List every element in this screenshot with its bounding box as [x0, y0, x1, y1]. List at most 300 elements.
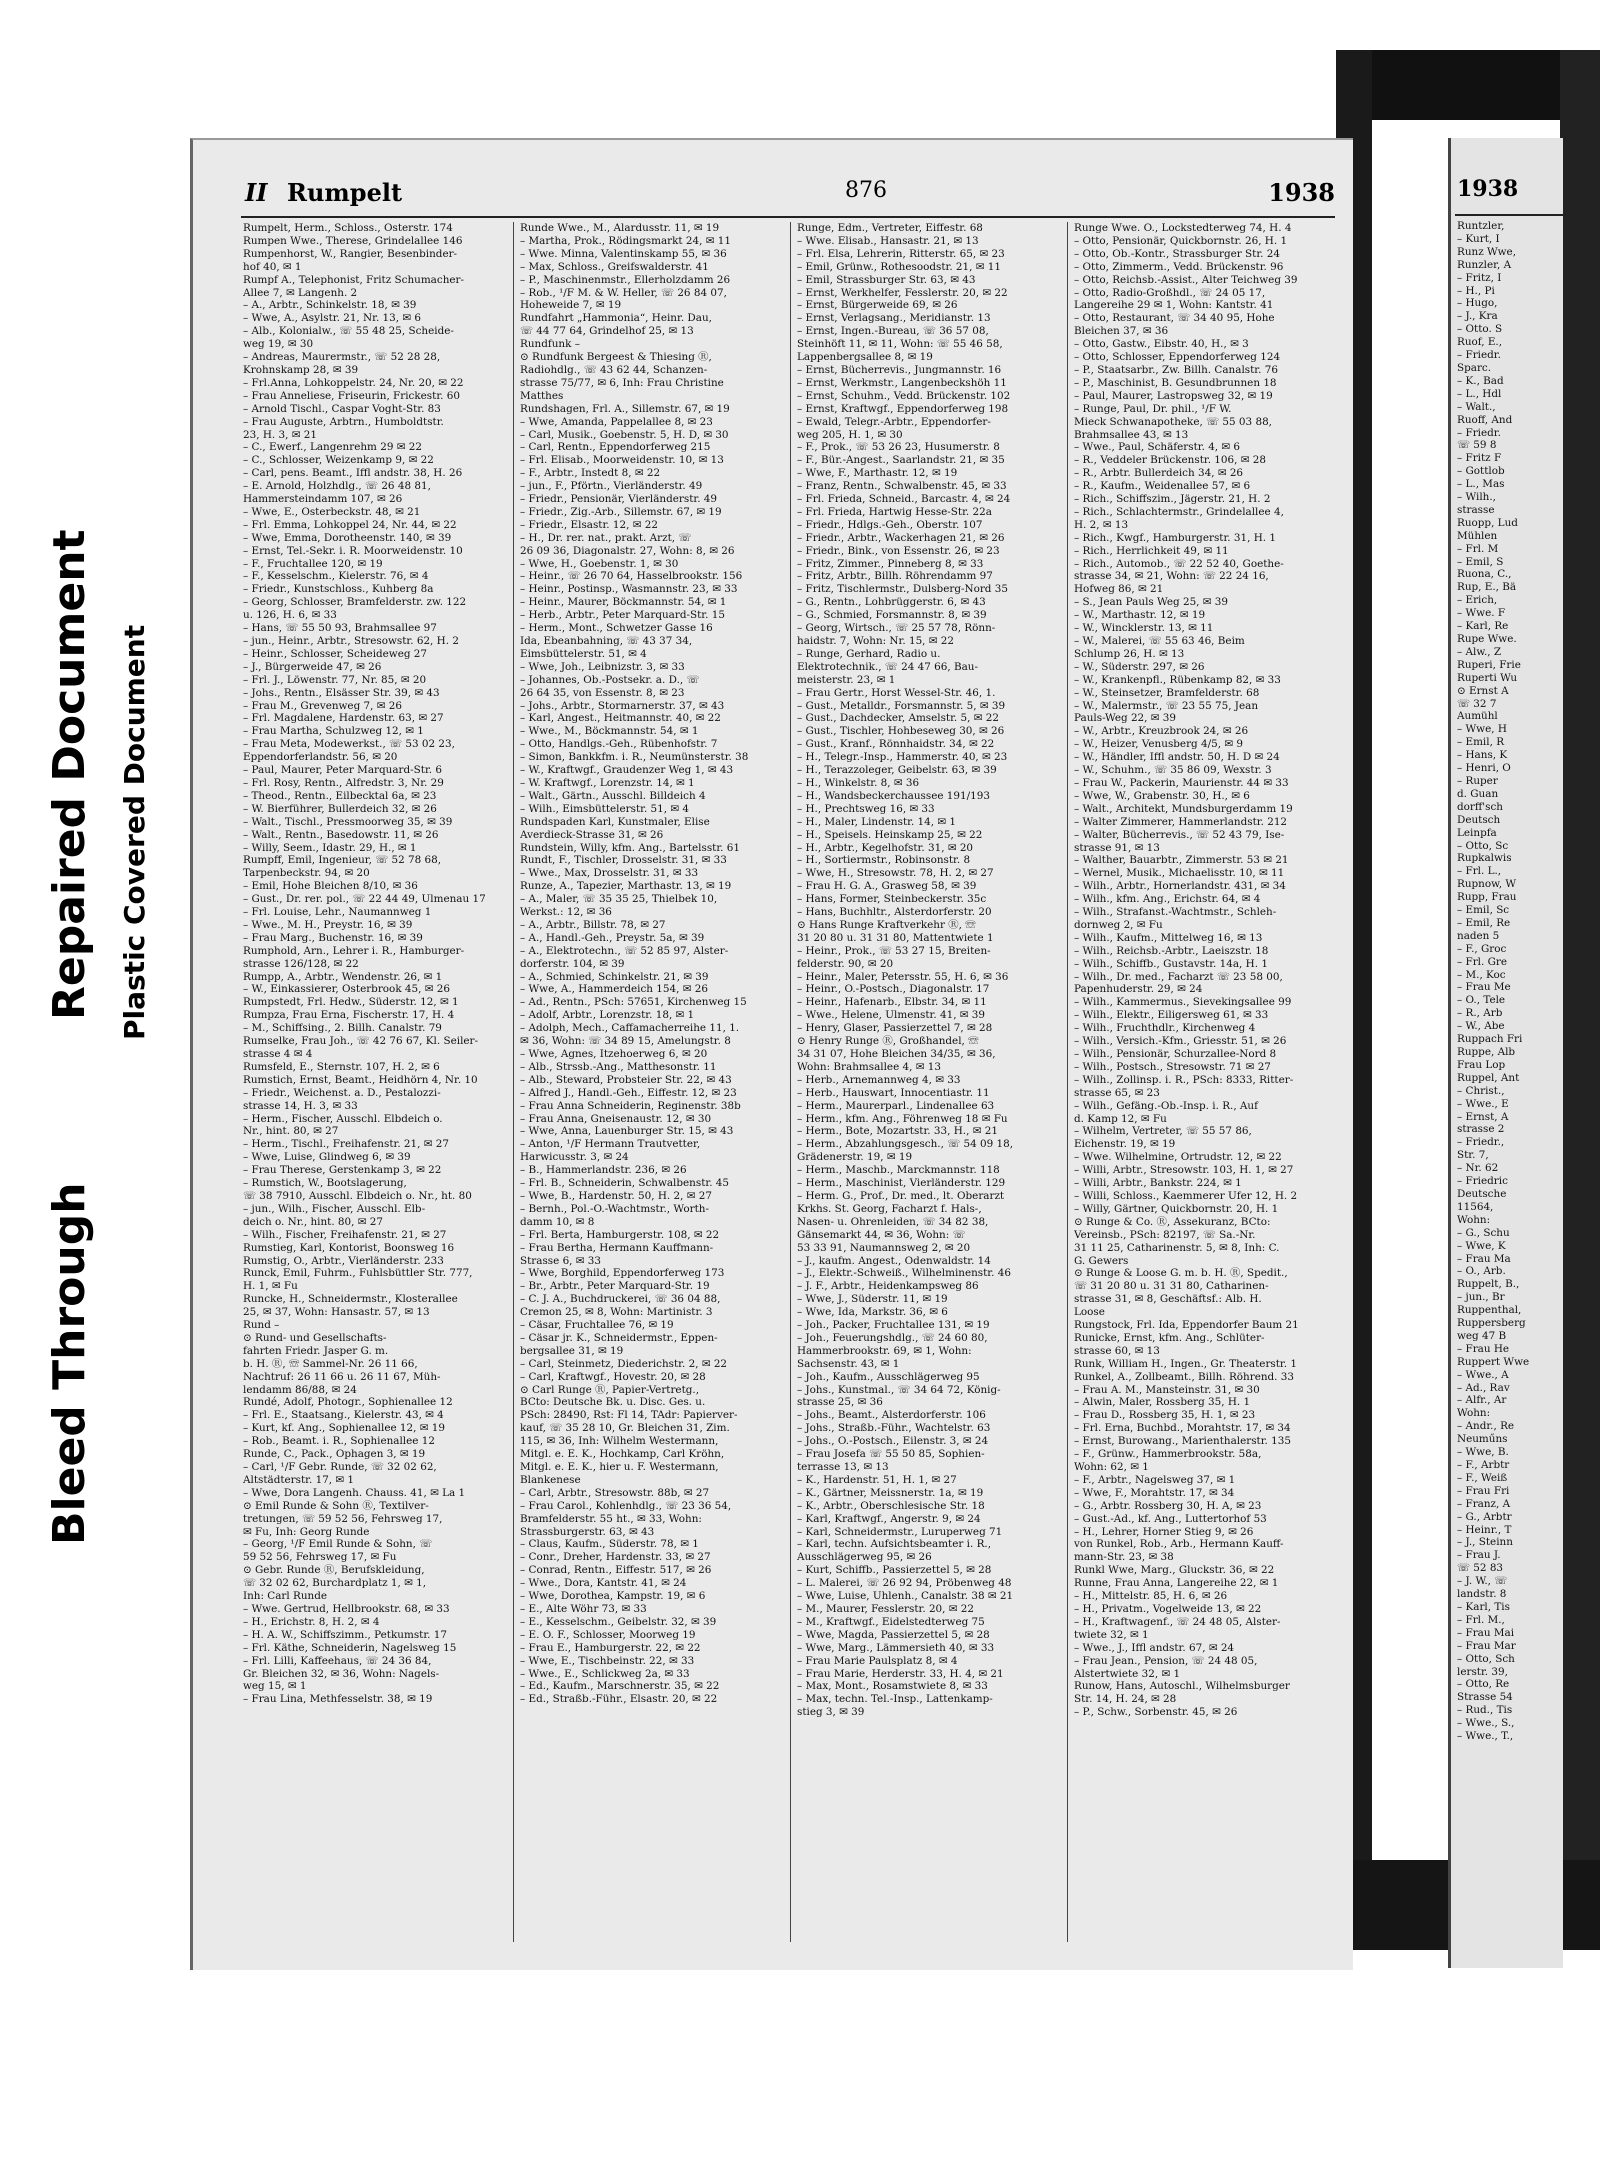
directory-entry: – Otto, Zimmerm., Vedd. Brückenstr. 96	[1074, 260, 1284, 273]
directory-entry: – Otto, Pensionär, Quickbornstr. 26, H. 1	[1074, 234, 1288, 247]
directory-entry: ☏ 31 20 80 u. 31 31 80, Catharinen-	[1074, 1280, 1269, 1293]
column-1	[243, 222, 506, 1942]
adjacent-entry: – Karl, Tis	[1457, 1600, 1510, 1613]
directory-entry: 115, ✉ 36, Inh: Wilhelm Westermann,	[520, 1435, 719, 1448]
directory-entry: – F., Arbtr., Instedt 8, ✉ 22	[520, 467, 661, 480]
adjacent-entry: – H., Pi	[1457, 284, 1495, 297]
directory-entry: – Rich., Kwgf., Hamburgerstr. 31, H. 1	[1074, 531, 1276, 544]
directory-entry: – J. F., Arbtr., Heidenkampsweg 86	[797, 1280, 979, 1293]
directory-entry: – Karl, Angest., Heitmannstr. 40, ✉ 22	[520, 712, 721, 725]
adjacent-header-rule	[1455, 214, 1563, 216]
directory-entry: – Br., Arbtr., Peter Marquard-Str. 19	[520, 1280, 710, 1293]
directory-entry: G. Gewers	[1074, 1254, 1129, 1267]
directory-entry: – Emil, Hohe Bleichen 8/10, ✉ 36	[243, 880, 418, 893]
adjacent-entry: – Walt.,	[1457, 400, 1496, 413]
directory-entry: – Frau Jean., Pension, ☏ 24 48 05,	[1074, 1654, 1258, 1667]
directory-entry: – Wwe, Ida, Markstr. 36, ✉ 6	[797, 1306, 948, 1319]
directory-entry: – Herm., Mont., Schwetzer Gasse 16	[520, 622, 713, 635]
directory-entry: – Theod., Rentn., Eilbecktal 6a, ✉ 23	[243, 789, 437, 802]
directory-entry: – Franz, Rentn., Schwalbenstr. 45, ✉ 33	[797, 480, 1007, 493]
directory-entry: – Herm., Maschinist, Vierländerstr. 129	[797, 1177, 1006, 1190]
directory-entry: – Karl, techn. Aufsichtsbeamter i. R.,	[797, 1538, 992, 1551]
adjacent-entry: – Franz, A	[1457, 1497, 1511, 1510]
directory-entry: – Joh., Feuerungshdlg., ☏ 24 60 80,	[797, 1331, 988, 1344]
directory-entry: Mitgl. e. E. K., Hochkamp, Carl Kröhn,	[520, 1448, 725, 1461]
adjacent-entry: – Hans, K	[1457, 749, 1508, 762]
adjacent-entry: – Fritz, I	[1457, 271, 1502, 284]
directory-entry: – Claus, Kaufm., Süderstr. 78, ✉ 1	[520, 1538, 699, 1551]
directory-entry: – Friedr., Hdlgs.-Geh., Oberstr. 107	[797, 518, 983, 531]
directory-entry: hof 40, ✉ 1	[243, 260, 302, 273]
directory-entry: – Otto, Schlosser, Eppendorferweg 124	[1074, 351, 1281, 364]
directory-entry: – Wwe. Wilhelmine, Ortrudstr. 12, ✉ 22	[1074, 1151, 1282, 1164]
directory-entry: – Heinr., Schlosser, Scheideweg 27	[243, 647, 428, 660]
directory-entry: Runk, William H., Ingen., Gr. Theaterstr. 1	[1074, 1357, 1297, 1370]
adjacent-entry: – Hugo,	[1457, 297, 1498, 310]
directory-entry: – Rumstich, W., Bootslagerung,	[243, 1177, 407, 1190]
directory-entry: – Willy, Seem., Idastr. 29, H., ✉ 1	[243, 841, 417, 854]
adjacent-entry: – J., Steinn	[1457, 1536, 1513, 1549]
directory-entry: – Wilh., Schiffb., Gustavstr. 14a, H. 1	[1074, 957, 1268, 970]
adjacent-entry: – Emil, Sc	[1457, 904, 1510, 917]
directory-entry: damm 10, ✉ 8	[520, 1215, 595, 1228]
directory-entry: – Carl, ¹/F Gebr. Runde, ☏ 32 02 62,	[243, 1461, 437, 1473]
directory-entry: – jun., Heinr., Arbtr., Stresowstr. 62, H. 2	[243, 635, 459, 647]
directory-entry: – Wwe, H., Stresowstr. 78, H. 2, ✉ 27	[797, 867, 994, 880]
directory-entry: Papenhuderstr. 29, ✉ 24	[1074, 983, 1203, 996]
directory-entry: – jun., F., Pförtn., Vierländerstr. 49	[520, 480, 703, 493]
directory-entry: – Wwe, W., Grabenstr. 30, H., ✉ 6	[1074, 789, 1250, 802]
directory-entry: – Wwe, A., Hammerdeich 154, ✉ 26	[520, 983, 708, 996]
adjacent-entry: – Friedr.	[1457, 426, 1501, 439]
directory-entry: – Kurt, Schiffb., Passierzettel 5, ✉ 28	[797, 1564, 992, 1577]
directory-entry: twiete 32, ✉ 1	[1074, 1628, 1149, 1641]
adjacent-entry: – Otto, Re	[1457, 1678, 1510, 1691]
adjacent-entry: – J., Kra	[1457, 310, 1498, 323]
directory-entry: – Wilh., Reichsb.-Arbtr., Laeiszstr. 18	[1074, 944, 1269, 957]
directory-entry: – Rich., Schlachtermstr., Grindelallee 4,	[1074, 505, 1284, 518]
directory-entry: Runcke, H., Schneidermstr., Klosterallee	[243, 1293, 458, 1306]
directory-entry: Steinhöft 11, ✉ 11, Wohn: ☏ 55 46 58,	[797, 338, 1003, 351]
adjacent-page-year: 1938	[1457, 176, 1519, 202]
adjacent-entry: – Erich,	[1457, 594, 1498, 607]
directory-entry: – F., Grünw., Hammerbrookstr. 58a,	[1074, 1448, 1262, 1461]
directory-entry: – Wilh., Gefäng.-Ob.-Insp. i. R., Auf	[1074, 1099, 1258, 1112]
directory-entry: – Friedr., Zig.-Arb., Sillemstr. 67, ✉ 19	[520, 505, 722, 518]
directory-entry: – Frau H. G. A., Grasweg 58, ✉ 39	[797, 880, 977, 893]
directory-entry: 59 52 56, Fehrsweg 17, ✉ Fu	[243, 1551, 397, 1564]
directory-entry: ☏ 38 7910, Ausschl. Elbdeich o. Nr., ht. 80	[243, 1189, 472, 1202]
adjacent-entry: – Alw., Z	[1457, 645, 1502, 658]
adjacent-entry: – R., Arb	[1457, 1007, 1503, 1020]
directory-page	[190, 138, 1353, 1970]
directory-entry: – H., Wandsbeckerchaussee 191/193	[797, 789, 990, 802]
directory-entry: – Karl, Schneidermstr., Luruperweg 71	[797, 1525, 1003, 1538]
directory-entry: – Walter Zimmerer, Hammerlandstr. 212	[1074, 815, 1288, 828]
directory-entry: stieg 3, ✉ 39	[797, 1706, 865, 1719]
directory-entry: Ausschlägerweg 95, ✉ 26	[797, 1551, 932, 1564]
directory-entry: ⊙ Rundfunk Bergeest & Thiesing Ⓡ,	[520, 351, 712, 364]
header-rule	[241, 216, 1335, 218]
adjacent-entry: Deutsche	[1457, 1187, 1507, 1200]
directory-entry: Rundt, F., Tischler, Drosselstr. 31, ✉ 33	[520, 854, 727, 867]
directory-entry: haidstr. 7, Wohn: Nr. 15, ✉ 22	[797, 635, 955, 647]
directory-entry: – Johs., Beamt., Alsterdorferstr. 106	[797, 1409, 986, 1422]
directory-entry: – Frl. Lilli, Kaffeehaus, ☏ 24 36 84,	[243, 1654, 432, 1667]
directory-entry: b. H. Ⓡ, ☏ Sammel-Nr. 26 11 66,	[243, 1357, 418, 1370]
directory-entry: – Frl. Elisab., Moorweidenstr. 10, ✉ 13	[520, 454, 724, 467]
directory-entry: – A., Elektrotechn., ☏ 52 85 97, Alster-	[520, 944, 729, 957]
adjacent-entry: – Emil, S	[1457, 555, 1504, 568]
directory-entry: Rumpelt, Herm., Schloss., Osterstr. 174	[243, 222, 453, 234]
directory-entry: – Walter, Bücherrevis., ☏ 52 43 79, Ise-	[1074, 828, 1285, 841]
directory-entry: – L. Malerei, ☏ 26 92 94, Pröbenweg 48	[797, 1577, 1012, 1590]
directory-entry: strasse 4 ✉ 4	[243, 1048, 313, 1060]
directory-entry: – Walt., Architekt, Mundsburgerdamm 19	[1074, 802, 1293, 815]
directory-entry: – Bernh., Pol.-O.-Wachtmstr., Worth-	[520, 1202, 709, 1215]
directory-entry: – G., Schmied, Forsmannstr. 8, ✉ 39	[797, 609, 987, 622]
column-divider	[513, 222, 514, 1942]
directory-entry: Rundstein, Willy, kfm. Ang., Bartelsstr. 61	[520, 841, 740, 854]
directory-entry: – F., Prok., ☏ 53 26 23, Husumerstr. 8	[797, 441, 1000, 454]
directory-entry: – Arnold Tischl., Caspar Voght-Str. 83	[243, 402, 441, 415]
directory-entry: – Wwe, E., Osterbeckstr. 48, ✉ 21	[243, 505, 421, 518]
adjacent-entry: Sparc.	[1457, 361, 1492, 374]
directory-entry: – F., Arbtr., Nagelsweg 37, ✉ 1	[1074, 1473, 1236, 1486]
directory-entry: ⊙ Runge & Loose G. m. b. H. Ⓡ, Spedit.,	[1074, 1267, 1288, 1280]
directory-entry: ⊙ Gebr. Runde Ⓡ, Berufskleidung,	[243, 1564, 425, 1577]
directory-entry: – W. Kraftwgf., Lorenzstr. 14, ✉ 1	[520, 776, 695, 789]
directory-entry: – Frau E., Hamburgerstr. 22, ✉ 22	[520, 1641, 701, 1654]
directory-entry: – J., Elektr.-Schweiß., Wilhelminenstr. 46	[797, 1267, 1011, 1280]
directory-entry: – Hans, Buchhltr., Alsterdorferstr. 20	[797, 906, 992, 919]
directory-entry: – Frau Josefa ☏ 55 50 85, Sophien-	[797, 1448, 985, 1461]
directory-entry: – Johs., Arbtr., Stormarnerstr. 37, ✉ 43	[520, 699, 725, 712]
directory-entry: Gr. Bleichen 32, ✉ 36, Wohn: Nagels-	[243, 1667, 440, 1680]
adjacent-page-edge	[1448, 138, 1563, 1968]
adjacent-entry: – Frau Me	[1457, 981, 1511, 994]
adjacent-entry: – Friedric	[1457, 1175, 1508, 1188]
directory-entry: – Frau Anneliese, Friseurin, Frickestr. 60	[243, 389, 460, 402]
directory-entry: Schlump 26, H. ✉ 13	[1074, 647, 1185, 660]
column-2	[520, 222, 783, 1942]
adjacent-entry: Deutsch	[1457, 813, 1501, 826]
directory-entry: – Anton, ¹/F Hermann Trautvetter,	[520, 1138, 701, 1151]
adjacent-entry: – W., Abe	[1457, 1020, 1505, 1033]
directory-entry: – Emil, Strassburger Str. 63, ✉ 43	[797, 273, 976, 286]
directory-entry: – Wwe., M. H., Preystr. 16, ✉ 39	[243, 918, 413, 931]
adjacent-entry: Rup, E., Bä	[1457, 581, 1517, 594]
adjacent-entry: – Frau Mai	[1457, 1626, 1515, 1639]
directory-entry: – Rob., ¹/F M. & W. Heller, ☏ 26 84 07,	[520, 286, 727, 299]
directory-entry: strasse 60, ✉ 13	[1074, 1344, 1160, 1357]
directory-entry: – Wwe, E., Tischbeinstr. 22, ✉ 33	[520, 1654, 695, 1667]
directory-entry: – Paul, Maurer, Lastropsweg 32, ✉ 19	[1074, 389, 1273, 402]
directory-entry: – Wwe, Joh., Leibnizstr. 3, ✉ 33	[520, 660, 685, 673]
directory-entry: – W., Marthastr. 12, ✉ 19	[1074, 609, 1206, 622]
directory-entry: – Alfred J., Handl.-Geh., Eiffestr. 12, ✉ 23	[520, 1086, 737, 1099]
directory-entry: – Wwe, F., Marthastr. 12, ✉ 19	[797, 467, 958, 480]
directory-entry: – Wwe., Helene, Ulmenstr. 41, ✉ 39	[797, 1009, 986, 1022]
adjacent-entry: Strasse 54	[1457, 1691, 1513, 1704]
adjacent-entry: – Kurt, I	[1457, 232, 1500, 245]
directory-entry: – Wwe. Minna, Valentinskamp 55, ✉ 36	[520, 247, 727, 260]
adjacent-entry: Rupe Wwe.	[1457, 633, 1517, 645]
directory-entry: terrasse 13, ✉ 13	[797, 1461, 889, 1473]
directory-entry: Str. 14, H. 24, ✉ 28	[1074, 1693, 1177, 1706]
directory-entry: – Otto, Restaurant, ☏ 34 40 95, Hohe	[1074, 312, 1275, 325]
directory-entry: – Frl.Anna, Lohkoppelstr. 24, Nr. 20, ✉ 22	[243, 376, 464, 389]
directory-entry: – Carl, Kraftwgf., Hovestr. 20, ✉ 28	[520, 1370, 706, 1383]
directory-entry: – Friedr., Kunstschloss., Kuhberg 8a	[243, 583, 434, 596]
directory-entry: Mitgl. e. E. K., hier u. F. Westermann,	[520, 1461, 719, 1473]
column-divider	[1067, 222, 1068, 1942]
directory-entry: – Wilh., Kammermus., Sievekingsallee 99	[1074, 996, 1292, 1009]
adjacent-entry: – Fritz F	[1457, 452, 1502, 465]
adjacent-entry: – Frau Fri	[1457, 1484, 1510, 1497]
directory-entry: Krohnskamp 28, ✉ 39	[243, 363, 359, 376]
adjacent-entry: Ruppenthal,	[1457, 1304, 1522, 1317]
directory-entry: – Herm., Abzahlungsgesch., ☏ 54 09 18,	[797, 1138, 1014, 1151]
directory-entry: – Wwe. Gertrud, Hellbrookstr. 68, ✉ 33	[243, 1602, 450, 1615]
directory-entry: Wohn: 62, ✉ 1	[1074, 1461, 1149, 1473]
directory-entry: Ida, Ebeanbahning, ☏ 43 37 34,	[520, 635, 693, 647]
directory-entry: deich o. Nr., hint. 80, ✉ 27	[243, 1215, 383, 1228]
directory-entry: weg 15, ✉ 1	[243, 1680, 307, 1693]
directory-entry: strasse 75/77, ✉ 6, Inh: Frau Christine	[520, 376, 724, 389]
directory-entry: – Wilh., Versich.-Kfm., Griesstr. 51, ✉ 26	[1074, 1035, 1287, 1048]
adjacent-entry: – Friedr.,	[1457, 1136, 1505, 1149]
directory-entry: – E., Alte Wöhr 73, ✉ 33	[520, 1602, 647, 1615]
directory-entry: Vereinsb., PSch: 82197, ☏ Sa.-Nr.	[1074, 1228, 1256, 1241]
directory-entry: – Johs., Rentn., Elsässer Str. 39, ✉ 43	[243, 686, 440, 699]
adjacent-entry: Aumühl	[1457, 710, 1498, 723]
adjacent-entry: – Wwe., A	[1457, 1368, 1509, 1381]
adjacent-entry: – Frau J.	[1457, 1549, 1501, 1562]
directory-entry: – Wilh., Kaufm., Mittelweg 16, ✉ 13	[1074, 931, 1263, 944]
adjacent-entry: – L., Hdl	[1457, 387, 1502, 400]
directory-entry: – Ewald, Telegr.-Arbtr., Eppendorfer-	[797, 415, 991, 428]
directory-entry: – J., Bürgerweide 47, ✉ 26	[243, 660, 382, 673]
directory-entry: – Wwe, Anna, Lauenburger Str. 15, ✉ 43	[520, 1125, 734, 1138]
directory-entry: Lappenbergsallee 8, ✉ 19	[797, 351, 933, 364]
directory-entry: Runicke, Ernst, kfm. Ang., Schlüter-	[1074, 1331, 1265, 1344]
directory-entry: – Frl. J., Löwenstr. 77, Nr. 85, ✉ 20	[243, 673, 427, 686]
directory-entry: Rundé, Adolf, Photogr., Sophienallee 12	[243, 1396, 453, 1409]
directory-entry: Runde Wwe., M., Alardusstr. 11, ✉ 19	[520, 222, 720, 234]
adjacent-entry: Frau Lop	[1457, 1058, 1506, 1071]
directory-entry: – Fritz, Tischlermstr., Dulsberg-Nord 35	[797, 583, 1008, 596]
directory-entry: Gänsemarkt 44, ✉ 36, Wohn: ☏	[797, 1228, 966, 1241]
directory-entry: – H., Erichstr. 8, H. 2, ✉ 4	[243, 1615, 380, 1628]
directory-entry: – Wilh., Zollinsp. i. R., PSch: 8333, Ritter-	[1074, 1073, 1294, 1086]
directory-entry: – Wwe, H., Goebenstr. 1, ✉ 30	[520, 557, 679, 570]
adjacent-entry: Ruperi, Frie	[1457, 658, 1521, 671]
directory-entry: – Heinr., Hafenarb., Elbstr. 34, ✉ 11	[797, 996, 987, 1009]
directory-entry: – Ernst, Tel.-Sekr. i. R. Moorweidenstr. 10	[243, 544, 463, 557]
directory-entry: – H., Terazzoleger, Geibelstr. 63, ✉ 39	[797, 764, 997, 777]
directory-entry: Eppendorferlandstr. 56, ✉ 20	[243, 751, 398, 764]
adjacent-entry: – J. W., ☏	[1457, 1575, 1508, 1588]
directory-entry: Runkel, A., Zollbeamt., Billh. Röhrend. 33	[1074, 1370, 1295, 1383]
adjacent-entry: – F., Arbtr	[1457, 1459, 1510, 1471]
directory-entry: – K., Gärtner, Meissnerstr. 1a, ✉ 19	[797, 1486, 984, 1499]
directory-entry: Rumphold, Arn., Lehrer i. R., Hamburger-	[243, 944, 465, 957]
directory-entry: – H., Speisels. Heinskamp 25, ✉ 22	[797, 828, 983, 841]
adjacent-entry: Neuműns	[1457, 1433, 1508, 1446]
directory-entry: strasse 34, ✉ 21, Wohn: ☏ 22 24 16,	[1074, 570, 1269, 583]
directory-entry: – Frau Marie Paulsplatz 8, ✉ 4	[797, 1654, 958, 1667]
directory-entry: – Max, techn. Tel.-Insp., Lattenkamp-	[797, 1693, 993, 1706]
directory-entry: – Henry, Glaser, Passierzettel 7, ✉ 28	[797, 1022, 993, 1035]
directory-entry: – Andreas, Maurermstr., ☏ 52 28 28,	[243, 351, 441, 364]
adjacent-entry: d. Guan	[1457, 787, 1499, 800]
directory-entry: – Herm. G., Prof., Dr. med., lt. Oberarzt	[797, 1189, 1005, 1202]
directory-entry: PSch: 28490, Rst: Fl 14, TAdr: Papierver-	[520, 1409, 738, 1422]
directory-entry: ⊙ Rund- und Gesellschafts-	[243, 1331, 387, 1344]
directory-entry: Rundspaden Karl, Kunstmaler, Elise	[520, 815, 710, 828]
adjacent-entry: Ruperti Wu	[1457, 671, 1518, 684]
directory-entry: – Adolph, Mech., Caffamacherreihe 11, 1.	[520, 1022, 740, 1035]
directory-entry: – J., kaufm. Angest., Odenwaldstr. 14	[797, 1254, 991, 1267]
directory-entry: – E. Arnold, Holzhdlg., ☏ 26 48 81,	[243, 480, 431, 493]
directory-entry: – Karl, Kraftwgf., Angerstr. 9, ✉ 24	[797, 1512, 981, 1525]
directory-entry: – Willi, Schloss., Kaemmerer Ufer 12, H. 2	[1074, 1189, 1298, 1202]
directory-entry: Rumpff, Emil, Ingenieur, ☏ 52 78 68,	[243, 854, 442, 867]
directory-entry: – P., Maschinenmstr., Ellerholzdamm 26	[520, 273, 731, 286]
directory-entry: – S., Jean Pauls Weg 25, ✉ 39	[1074, 596, 1229, 609]
directory-entry: – Friedr., Elsastr. 12, ✉ 22	[520, 518, 658, 531]
directory-entry: Alstertwiete 32, ✉ 1	[1074, 1667, 1181, 1680]
directory-entry: – Carl, Steinmetz, Diederichstr. 2, ✉ 22	[520, 1357, 728, 1370]
directory-entry: – Frau D., Rossberg 35, H. 1, ✉ 23	[1074, 1409, 1256, 1422]
directory-entry: – Friedr., Bink., von Essenstr. 26, ✉ 23	[797, 544, 1000, 557]
directory-entry: fahrten Friedr. Jasper G. m.	[243, 1344, 389, 1357]
directory-entry: – A., Schmied, Schinkelstr. 21, ✉ 39	[520, 970, 709, 983]
directory-entry: – Frl. Berta, Hamburgerstr. 108, ✉ 22	[520, 1228, 720, 1241]
directory-entry: – Wwe, Luise, Uhlenh., Canalstr. 38 ✉ 21	[797, 1590, 1014, 1603]
directory-entry: – E. O. F., Schlosser, Moorweg 19	[520, 1628, 696, 1641]
repaired-document-label: Repaired Document	[44, 529, 95, 1020]
directory-entry: tretungen, ☏ 59 52 56, Fehrsweg 17,	[243, 1512, 443, 1525]
directory-entry: – H., Prechtsweg 16, ✉ 33	[797, 802, 935, 815]
directory-entry: dorferstr. 104, ✉ 39	[520, 957, 625, 970]
directory-entry: – Willi, Arbtr., Stresowstr. 103, H. 1, ✉ 27	[1074, 1164, 1294, 1177]
directory-entry: – Adolf, Arbtr., Lorenzstr. 18, ✉ 1	[520, 1009, 695, 1022]
directory-entry: Elektrotechnik., ☏ 24 47 66, Bau-	[797, 660, 979, 673]
adjacent-entry: – L., Mas	[1457, 478, 1505, 491]
directory-entry: – Frl. Emma, Lohkoppel 24, Nr. 44, ✉ 22	[243, 518, 457, 531]
adjacent-entry: – Ruper	[1457, 774, 1498, 787]
directory-entry: Loose	[1074, 1306, 1105, 1319]
directory-entry: – K., Hardenstr. 51, H. 1, ✉ 27	[797, 1473, 957, 1486]
adjacent-entry: – Ad., Rav	[1457, 1381, 1510, 1394]
adjacent-entry: – Henri, O	[1457, 762, 1511, 775]
directory-entry: – A., Maler, ☏ 35 35 25, Thielbek 10,	[520, 893, 718, 906]
directory-entry: Runge, Edm., Vertreter, Eiffestr. 68	[797, 222, 983, 234]
directory-entry: – Gust.-Ad., kf. Ang., Luttertorhof 53	[1074, 1512, 1267, 1525]
directory-entry: Brahmsallee 43, ✉ 13	[1074, 428, 1189, 441]
directory-entry: – Wwe, Dorothea, Kampstr. 19, ✉ 6	[520, 1590, 706, 1603]
directory-entry: meisterstr. 23, ✉ 1	[797, 673, 896, 686]
directory-entry: – Georg, ¹/F Emil Runde & Sohn, ☏	[243, 1538, 433, 1551]
directory-entry: Rundfunk –	[520, 338, 580, 351]
directory-entry: Rungstock, Frl. Ida, Eppendorfer Baum 21	[1074, 1319, 1299, 1332]
directory-entry: strasse 14, H. 3, ✉ 33	[243, 1099, 358, 1112]
directory-entry: – Wilh., Postsch., Stresowstr. 71 ✉ 27	[1074, 1060, 1271, 1073]
directory-entry: – Ernst, Burowang., Marienthalerstr. 135	[1074, 1435, 1291, 1448]
directory-entry: – H., Mittelstr. 85, H. 6, ✉ 26	[1074, 1590, 1228, 1603]
directory-entry: strasse 31, ✉ 8, Geschäftsf.: Alb. H.	[1074, 1293, 1262, 1306]
adjacent-entry: – jun., Br	[1457, 1291, 1505, 1304]
directory-entry: – Wwe. Elisab., Hansastr. 21, ✉ 13	[797, 234, 979, 247]
directory-entry: – Herb., Arbtr., Peter Marquard-Str. 15	[520, 609, 725, 622]
adjacent-entry: Ruppe, Alb	[1457, 1046, 1516, 1058]
directory-entry: – Heinr., Prok., ☏ 53 27 15, Breiten-	[797, 944, 991, 957]
directory-entry: Allee 7, ✉ Langenh. 2	[243, 286, 358, 299]
directory-entry: – Heinr., ☏ 26 70 64, Hasselbrookstr. 156	[520, 570, 743, 583]
directory-entry: – Frau Bertha, Hermann Kauffmann-	[520, 1241, 714, 1254]
directory-entry: strasse 65, ✉ 23	[1074, 1086, 1160, 1099]
directory-entry: Tarpenbeckstr. 94, ✉ 20	[243, 867, 370, 880]
directory-entry: – W., Einkassierer, Osterbrook 45, ✉ 26	[243, 983, 450, 996]
directory-entry: Rund –	[243, 1319, 280, 1332]
directory-entry: – Otto, Reichsb.-Assist., Alter Teichweg 39	[1074, 273, 1298, 286]
directory-entry: – M., Kraftwgf., Eidelstedterweg 75	[797, 1615, 985, 1628]
adjacent-entry: – Wwe, H	[1457, 723, 1507, 736]
directory-entry: – Max, Mont., Rosamstwiete 8, ✉ 33	[797, 1680, 988, 1693]
directory-entry: – Ernst, Ingen.-Bureau, ☏ 36 57 08,	[797, 325, 989, 338]
adjacent-entry: ☏ 52 83	[1457, 1562, 1504, 1575]
directory-entry: Bramfelderstr. 55 ht., ✉ 33, Wohn:	[520, 1512, 702, 1525]
directory-entry: – W., Heizer, Venusberg 4/5, ✉ 9	[1074, 738, 1243, 751]
directory-entry: Rumstig, O., Arbtr., Vierländerstr. 233	[243, 1254, 444, 1267]
directory-entry: – H. A. W., Schiffszimm., Petkumstr. 17	[243, 1628, 447, 1641]
directory-entry: Cremon 25, ✉ 8, Wohn: Martinistr. 3	[520, 1306, 713, 1319]
directory-entry: ☏ 44 77 64, Grindelhof 25, ✉ 13	[520, 325, 694, 338]
directory-entry: – Wilh., Arbtr., Hornerlandstr. 431, ✉ 34	[1074, 880, 1286, 893]
adjacent-entry: Runtzler,	[1457, 220, 1505, 232]
directory-entry: – Frl. Frieda, Schneid., Barcastr. 4, ✉ 24	[797, 493, 1011, 506]
directory-entry: – jun., Wilh., Fischer, Ausschl. Elb-	[243, 1202, 426, 1215]
directory-entry: – Friedr., Arbtr., Wackerhagen 21, ✉ 26	[797, 531, 1005, 544]
directory-entry: – Frau Therese, Gerstenkamp 3, ✉ 22	[243, 1164, 442, 1177]
directory-entry: – A., Arbtr., Billstr. 78, ✉ 27	[520, 918, 666, 931]
directory-entry: Rundshagen, Frl. A., Sillemstr. 67, ✉ 19	[520, 402, 730, 415]
directory-entry: Wohn: Brahmsallee 4, ✉ 13	[797, 1060, 941, 1073]
directory-entry: – Walt., Rentn., Basedowstr. 11, ✉ 26	[243, 828, 439, 841]
directory-entry: – Heinr., Maler, Petersstr. 55, H. 6, ✉ 36	[797, 970, 1009, 983]
directory-entry: – Ernst, Bürgerweide 69, ✉ 26	[797, 299, 958, 312]
directory-entry: – Ernst, Schuhm., Vedd. Brückenstr. 102	[797, 389, 1011, 402]
directory-entry: strasse 91, ✉ 13	[1074, 841, 1160, 854]
directory-entry: – Wwe, Luise, Glindweg 6, ✉ 39	[243, 1151, 411, 1164]
directory-entry: – Wwe, J., Süderstr. 11, ✉ 19	[797, 1293, 948, 1306]
header-guide-word: Rumpelt	[287, 178, 403, 207]
adjacent-entry: – Wwe., T.,	[1457, 1730, 1514, 1743]
directory-entry: – Frau Anna Schneiderin, Reginenstr. 38b	[520, 1099, 741, 1112]
directory-entry: – G., Rentn., Lohbrüggerstr. 6, ✉ 43	[797, 596, 986, 609]
adjacent-entry: ☏ 59 8	[1457, 439, 1497, 452]
adjacent-entry: – Heinr., T	[1457, 1523, 1512, 1536]
directory-entry: – H., Winkelstr. 8, ✉ 36	[797, 776, 920, 789]
directory-entry: – Frau Anna, Gneisenaustr. 12, ✉ 30	[520, 1112, 712, 1125]
directory-entry: – Frau Martha, Schulzweg 12, ✉ 1	[243, 725, 424, 738]
directory-entry: Runne, Frau Anna, Langereihe 22, ✉ 1	[1074, 1577, 1279, 1590]
directory-entry: – Wwe, B., Hardenstr. 50, H. 2, ✉ 27	[520, 1189, 712, 1202]
directory-entry: H. 1, ✉ Fu	[243, 1280, 298, 1293]
directory-entry: – Wwe., J., Iffl andstr. 67, ✉ 24	[1074, 1641, 1235, 1654]
